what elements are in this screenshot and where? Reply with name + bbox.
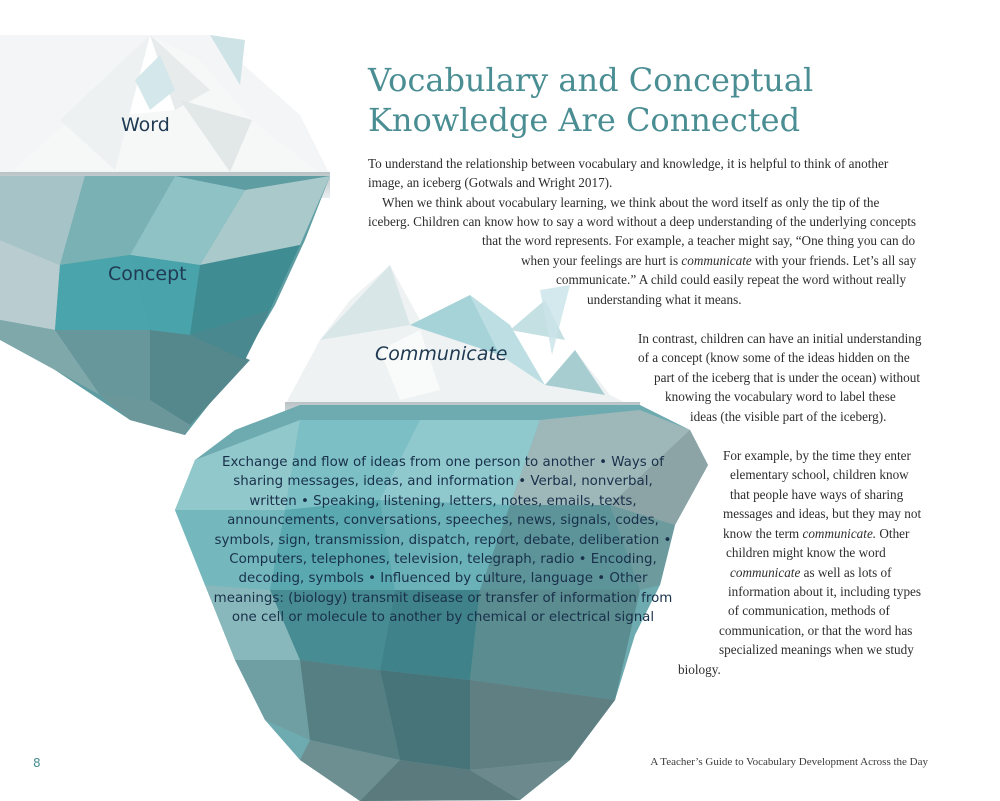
body-line: communicate.” A child could easily repeat the word without really	[556, 272, 907, 287]
body-line: To understand the relationship between vocabulary and knowledge, it is helpful to think of another	[368, 156, 889, 171]
body-line: of communication, methods of	[728, 603, 890, 618]
body-line: messages and ideas, but they may not	[723, 506, 922, 521]
submerged-text: Exchange and flow of ideas from one person to another • Ways of sharing messages, ideas, and information • Verbal, nonverbal, written • Speaking, listening, letters, notes, emails, texts, announcements, conversations, speeches, news, signals, codes, symbols, sign, transmission, dispatch, report, debate, deliberation • Computers, telephones, television, telegraph, radio • Encoding, decoding, symbols • Influenced by culture, language • Other meanings: (biology) transmit disease or transfer of information from one cell or molecule to another by chemical or electrical signal	[213, 455, 673, 626]
body-line: communication, or that the word has	[719, 623, 913, 638]
body-line: that the word represents. For example, a teacher might say, “One thing you can do	[482, 233, 916, 248]
body-line: when your feelings are hurt is communicate with your friends. Let’s all say	[521, 253, 917, 268]
page-heading: Vocabulary and Conceptual Knowledge Are Connected	[368, 61, 814, 139]
body-line: understanding what it means.	[587, 292, 742, 307]
body-line: specialized meanings when we study	[719, 642, 914, 657]
body-line: For example, by the time they enter	[723, 448, 911, 463]
communicate-label: Communicate	[375, 343, 508, 365]
body-line: that people have ways of sharing	[730, 487, 904, 502]
body-line: ideas (the visible part of the iceberg).	[690, 409, 887, 424]
word-label: Word	[121, 114, 170, 136]
body-line: part of the iceberg that is under the ocean) without	[654, 370, 920, 385]
body-line: In contrast, children can have an initial understanding	[638, 331, 922, 346]
body-line: children might know the word	[726, 545, 886, 560]
body-line: biology.	[678, 662, 721, 677]
body-line: of a concept (know some of the ideas hidden on the	[638, 350, 910, 365]
body-line: elementary school, children know	[730, 467, 909, 482]
body-line: iceberg. Children can know how to say a word without a deep understanding of the underlying concepts	[368, 214, 916, 229]
body-line: communicate as well as lots of	[730, 565, 892, 580]
running-title: A Teacher’s Guide to Vocabulary Development Across the Day	[650, 756, 928, 768]
body-line: image, an iceberg (Gotwals and Wright 2017).	[368, 175, 613, 190]
concept-label: Concept	[108, 263, 187, 285]
body-line: knowing the vocabulary word to label these	[665, 389, 896, 404]
body-line: When we think about vocabulary learning, we think about the word itself as only the tip of the	[382, 195, 880, 210]
body-line: know the term communicate. Other	[723, 526, 910, 541]
page-number: 8	[33, 756, 41, 770]
body-line: information about it, including types	[728, 584, 922, 599]
